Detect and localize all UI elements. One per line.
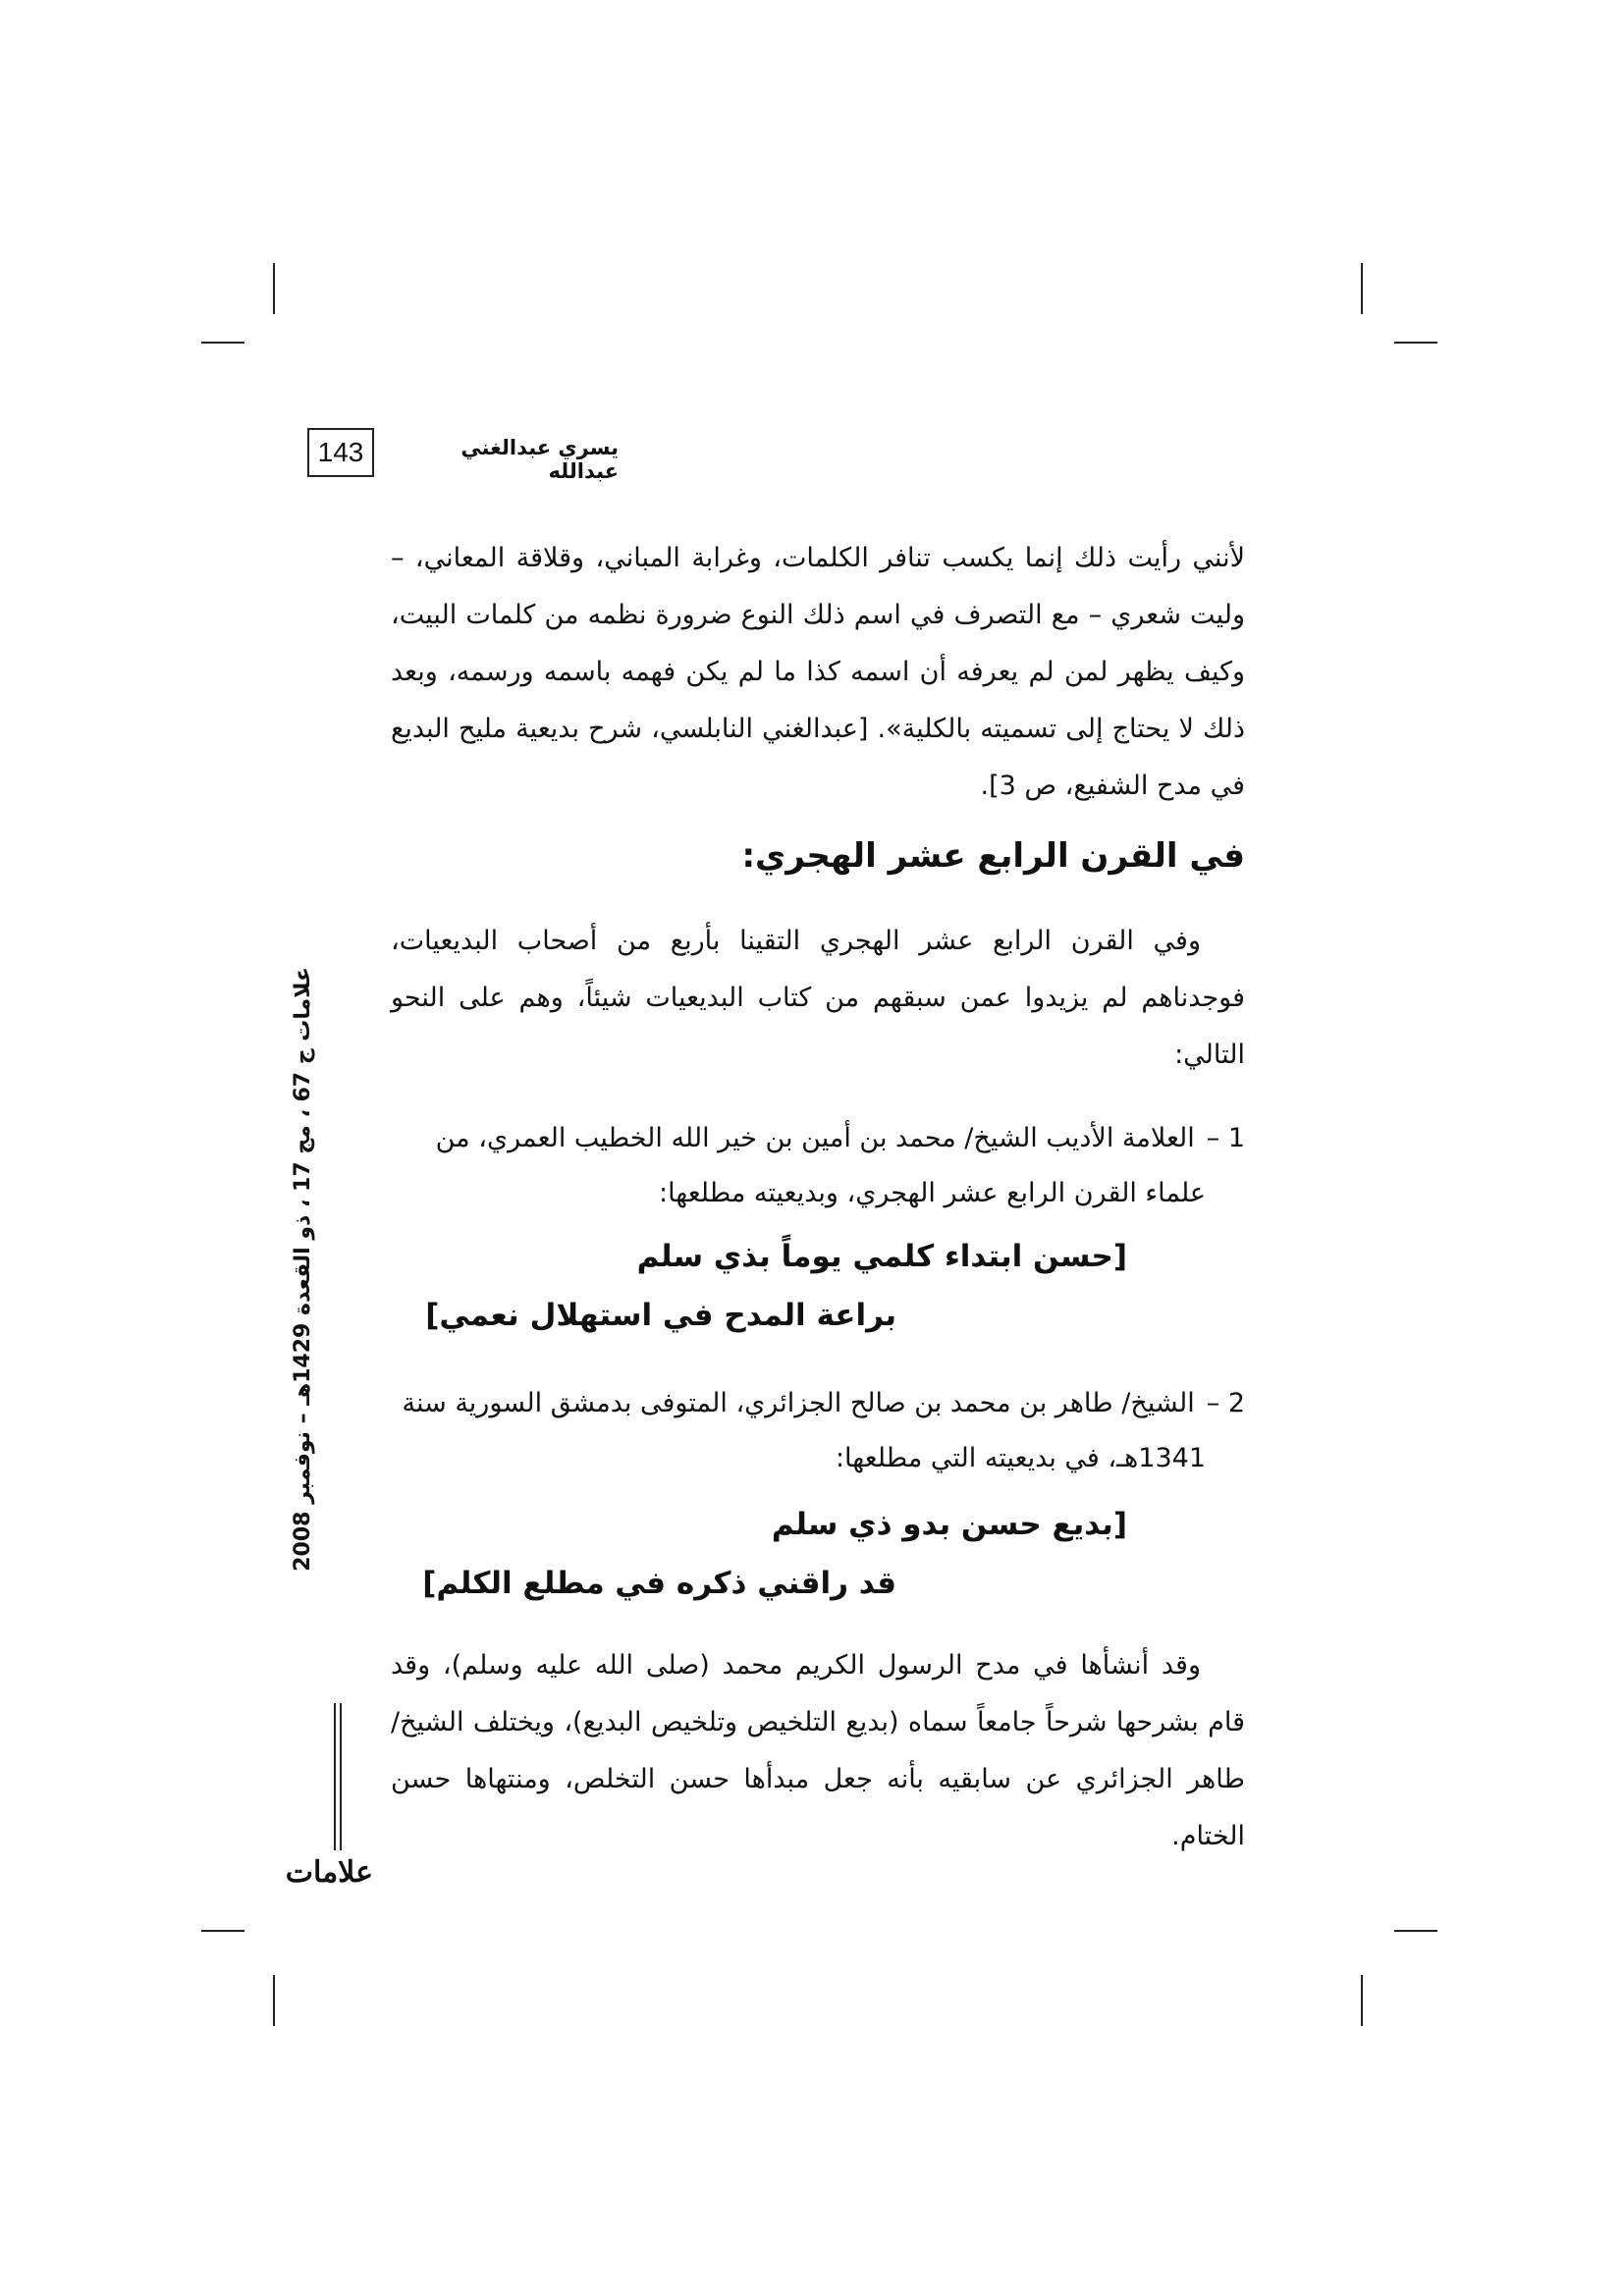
crop-mark <box>1361 1975 1363 2026</box>
crop-mark <box>1394 342 1437 344</box>
page-number: 143 <box>307 428 374 477</box>
crop-mark <box>273 1975 275 2026</box>
running-head-author: يسري عبدالغني عبدالله <box>460 436 619 483</box>
list-item-text-continued: 1341هـ، في بديعيته التي مطلعها: <box>835 1443 1206 1473</box>
verse-hemistich: [بديع حسن بدو ذي سلم <box>771 1507 1127 1542</box>
crop-mark <box>1394 1930 1437 1932</box>
journal-logo: علامات <box>285 1855 373 1890</box>
journal-issue-info: علامات ج 67 ، مج 17 ، ذو القعدة 1429هـ – نوفمبر 2008 <box>291 967 315 1572</box>
verse-hemistich: [حسن ابتداء كلمي يوماً بذي سلم <box>636 1239 1127 1274</box>
section-heading: في القرن الرابع عشر الهجري: <box>741 836 1245 876</box>
list-item-text-continued: علماء القرن الرابع عشر الهجري، وبديعيته مطلعها: <box>658 1178 1206 1208</box>
list-item-number: 2 – <box>1206 1388 1245 1418</box>
crop-mark <box>201 342 244 344</box>
paragraph-quote-continuation: لأنني رأيت ذلك إنما يكسب تنافر الكلمات، وغرابة المباني، وقلاقة المعاني، – وليت شعري – مع التصرف في اسم ذلك النوع ضرورة نظمه من كلمات البيت، وكيف يظهر لمن لم يعرفه أن اسمه كذا ما لم يكن فهمه باسمه ورسمه، وبعد ذلك لا يحتاج إلى تسميته بالكلية». [عبدالغني النابلسي، شرح بديعية مليح البديع في مدح الشفيع، ص 3]. <box>391 543 1245 801</box>
list-item-text: الشيخ/ طاهر بن محمد بن صالح الجزائري، المتوفى بدمشق السورية سنة <box>402 1388 1195 1418</box>
verse-hemistich: قد راقني ذكره في مطلع الكلم] <box>422 1566 896 1601</box>
margin-double-rule <box>334 1703 342 1850</box>
paragraph-intro: وفي القرن الرابع عشر الهجري التقينا بأربع من أصحاب البديعيات، فوجدناهم لم يزيدوا عمن سبقهم من كتاب البديعيات شيئاً، وهم على النحو التالي: <box>391 926 1245 1070</box>
list-item-2 <box>391 1376 1245 1486</box>
crop-mark <box>273 263 275 314</box>
crop-mark <box>201 1930 244 1932</box>
list-item-1 <box>391 1111 1245 1221</box>
list-item-text: العلامة الأديب الشيخ/ محمد بن أمين بن خير الله الخطيب العمري، من <box>435 1123 1195 1153</box>
list-item-number: 1 – <box>1206 1123 1245 1153</box>
crop-mark <box>1361 263 1363 314</box>
paragraph-closing: وقد أنشأها في مدح الرسول الكريم محمد (صلى الله عليه وسلم)، وقد قام بشرحها شرحاً جامعاً سماه (بديع التلخيص وتلخيص البديع)، ويختلف الشيخ/ طاهر الجزائري عن سابقيه بأنه جعل مبدأها حسن التخلص، ومنتهاها حسن الختام. <box>391 1650 1245 1851</box>
verse-hemistich: براعة المدح في استهلال نعمي] <box>425 1298 896 1333</box>
